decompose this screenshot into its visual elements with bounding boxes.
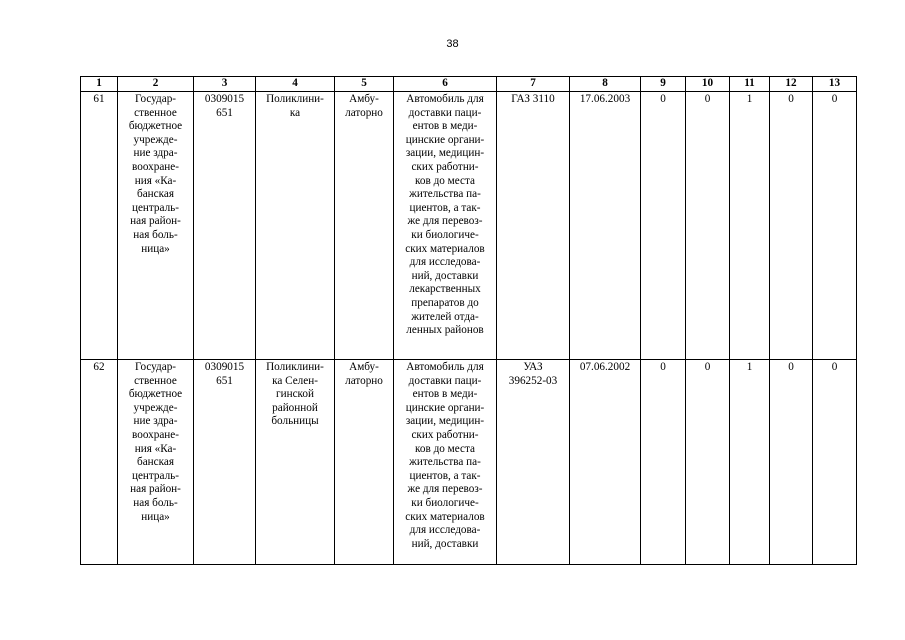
purpose-cell: Автомобиль для доставки паци- ентов в меди- цинские органи- зации, медицин- ских работни- ков до места жительства па- циентов, а так- же для перевоз- ки биологиче- ских материалов для исследова- ний, доставки (394, 360, 497, 565)
column-header: 11 (730, 77, 770, 92)
value-cell: 0 (641, 92, 686, 360)
table-row (81, 92, 857, 360)
column-header: 9 (641, 77, 686, 92)
purpose-cell: Автомобиль для доставки паци- ентов в меди- цинские органи- зации, медицин- ских работни- ков до места жительства па- циентов, а так- же для перевоз- ки биологиче- ских материалов для исследова- ний, доставки лекарственных препаратов до жителей отда- ленных районов (394, 92, 497, 360)
header-row (81, 77, 857, 92)
date-cell: 17.06.2003 (570, 92, 641, 360)
vehicle-model-cell: ГАЗ 3110 (497, 92, 570, 360)
column-header: 4 (256, 77, 335, 92)
institution-cell: Государ- ственное бюджетное учрежде- ние здра- воохране- ния «Ка- банская централь- ная район- ная боль- ница» (118, 360, 194, 565)
value-cell: 1 (730, 92, 770, 360)
vehicle-registry-table (80, 76, 857, 565)
column-header: 7 (497, 77, 570, 92)
table-row (81, 360, 857, 565)
value-cell: 0 (770, 360, 813, 565)
column-header: 5 (335, 77, 394, 92)
column-header: 3 (194, 77, 256, 92)
institution-cell: Государ- ственное бюджетное учрежде- ние здра- воохране- ния «Ка- банская централь- ная район- ная боль- ница» (118, 92, 194, 360)
column-header: 2 (118, 77, 194, 92)
unit-cell: Поликлини- ка Селен- гинской районной больницы (256, 360, 335, 565)
value-cell: 0 (813, 92, 857, 360)
column-header: 1 (81, 77, 118, 92)
row-number: 62 (81, 360, 118, 565)
value-cell: 0 (641, 360, 686, 565)
value-cell: 1 (730, 360, 770, 565)
value-cell: 0 (686, 360, 730, 565)
value-cell: 0 (813, 360, 857, 565)
value-cell: 0 (770, 92, 813, 360)
column-header: 13 (813, 77, 857, 92)
unit-cell: Поликлини- ка (256, 92, 335, 360)
value-cell: 0 (686, 92, 730, 360)
page-number: 38 (446, 38, 459, 50)
code-cell: 0309015 651 (194, 360, 256, 565)
column-header: 10 (686, 77, 730, 92)
column-header: 8 (570, 77, 641, 92)
care-type-cell: Амбу- латорно (335, 92, 394, 360)
code-cell: 0309015 651 (194, 92, 256, 360)
column-header: 6 (394, 77, 497, 92)
date-cell: 07.06.2002 (570, 360, 641, 565)
row-number: 61 (81, 92, 118, 360)
vehicle-model-cell: УАЗ 396252-03 (497, 360, 570, 565)
care-type-cell: Амбу- латорно (335, 360, 394, 565)
column-header: 12 (770, 77, 813, 92)
